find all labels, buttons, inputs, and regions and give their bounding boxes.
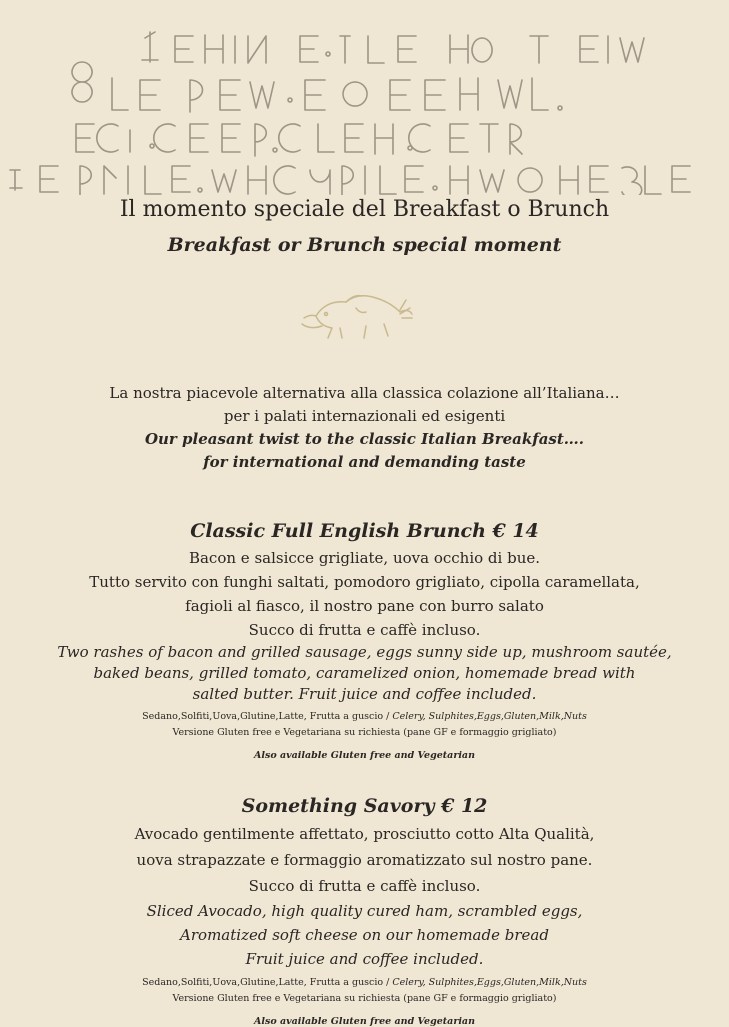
- options-note: Versione Gluten free e Vegetariana su richiesta (pane GF e formaggio grigliato): [172, 993, 557, 1004]
- availability-note: Also available Gluten free and Vegetarian: [253, 1016, 475, 1027]
- section-en-line: salted butter. Fruit juice and coffee included.: [192, 685, 537, 703]
- section-it-line: Bacon e salsicce grigliate, uova occhio di bue.: [188, 549, 541, 567]
- availability-note: Also available Gluten free and Vegetarian: [253, 750, 475, 761]
- allergens-en: Celery, Sulphites,Eggs,Gluten,Milk,Nuts: [392, 711, 587, 722]
- section-it-line: fagioli al fiasco, il nostro pane con burro salato: [185, 597, 544, 615]
- boar-ornament-icon: [296, 288, 416, 344]
- page-title: Il momento speciale del Breakfast o Brunch: [119, 197, 610, 222]
- section-title: Something Savory € 12: [241, 795, 488, 817]
- script-logo: [0, 20, 729, 195]
- section-en-line: Aromatized soft cheese on our homemade bread: [180, 926, 549, 944]
- section-en-line: Fruit juice and coffee included.: [245, 950, 484, 968]
- intro-text: [0, 382, 729, 474]
- section-en-line: Two rashes of bacon and grilled sausage, eggs sunny side up, mushroom sautée,: [57, 643, 672, 661]
- options-note: Versione Gluten free e Vegetariana su richiesta (pane GF e formaggio grigliato): [172, 727, 557, 738]
- section-it-line: Tutto servito con funghi saltati, pomodoro grigliato, cipolla caramellata,: [89, 573, 640, 591]
- section-it-line: Succo di frutta e caffè incluso.: [248, 877, 481, 895]
- allergen-info: [0, 709, 729, 725]
- page-subtitle: Breakfast or Brunch special moment: [167, 234, 562, 256]
- intro-en-line: for international and demanding taste: [203, 453, 526, 471]
- allergens-it: Sedano,Solfiti,Uova,Glutine,Latte, Frutta a guscio /: [142, 711, 393, 722]
- section-it-line: Avocado gentilmente affettato, prosciutto cotto Alta Qualità,: [134, 825, 595, 843]
- intro-it-line: La nostra piacevole alternativa alla classica colazione all’Italiana…: [109, 384, 620, 402]
- allergens-en: Celery, Sulphites,Eggs,Gluten,Milk,Nuts: [392, 977, 587, 988]
- menu-section-full-english: [0, 516, 729, 761]
- intro-en-line: Our pleasant twist to the classic Italian Breakfast….: [144, 430, 585, 448]
- allergens-it: Sedano,Solfiti,Uova,Glutine,Latte, Frutta a guscio /: [142, 977, 393, 988]
- section-it-line: uova strapazzate e formaggio aromatizzato sul nostro pane.: [136, 851, 593, 869]
- section-title: Classic Full English Brunch € 14: [190, 520, 539, 542]
- allergen-info: [0, 975, 729, 991]
- section-it-line: Succo di frutta e caffè incluso.: [248, 621, 481, 639]
- section-en-line: baked beans, grilled tomato, caramelized onion, homemade bread with: [93, 664, 636, 682]
- section-en-line: Sliced Avocado, high quality cured ham, scrambled eggs,: [146, 902, 583, 920]
- menu-section-something-savory: [0, 791, 729, 1027]
- intro-it-line: per i palati internazionali ed esigenti: [223, 407, 506, 425]
